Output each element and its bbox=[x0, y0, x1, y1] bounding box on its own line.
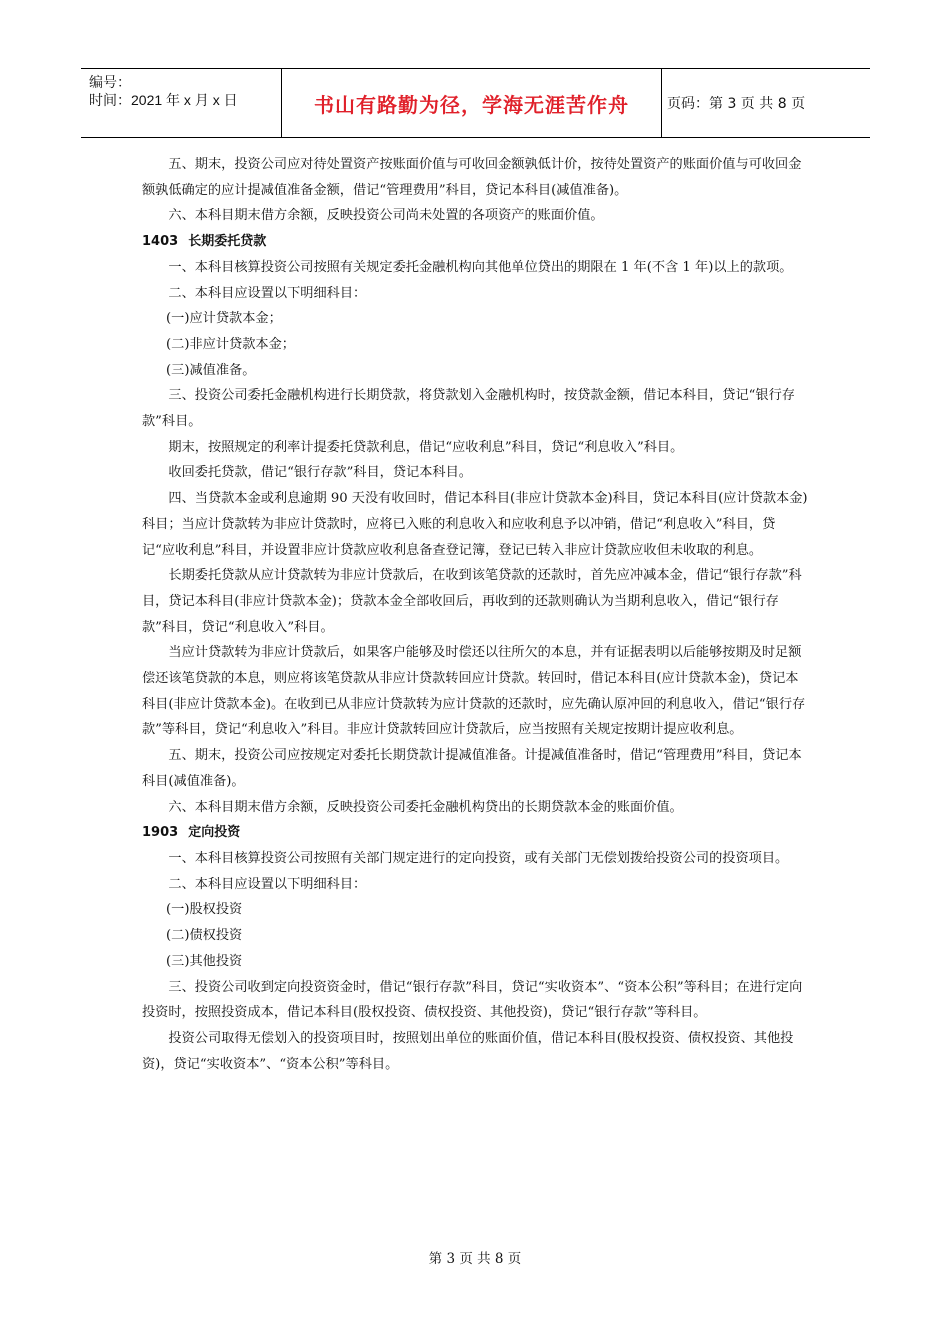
paragraph: 六、本科目期末借方余额，反映投资公司尚未处置的各项资产的账面价值。 bbox=[168, 208, 604, 224]
section-title: 长期委托贷款 bbox=[188, 234, 267, 250]
header-motto: 书山有路勤为径，学海无涯苦作舟 bbox=[314, 92, 629, 117]
paragraph: 期末，按照规定的利率计提委托贷款利息，借记“应收利息”科目，贷记“利息收入”科目。 bbox=[168, 439, 684, 455]
list-item: (三)减值准备。 bbox=[166, 362, 256, 378]
paragraph: 一、本科目核算投资公司按照有关部门规定进行的定向投资，或有关部门无偿划拨给投资公司的投资项目。 bbox=[168, 850, 789, 866]
section-heading-1903 bbox=[142, 820, 808, 846]
page-header bbox=[81, 68, 870, 138]
paragraph: 当应计贷款转为非应计贷款后，如果客户能够及时偿还以往所欠的本息，并有证据表明以后能够按期及时足额偿还该笔贷款的本息，则应将该笔贷款从非应计贷款转回应计贷款。转回时，借记本科目(应计贷款本金)，贷记本科目(非应计贷款本金)。在收到已从非应计贷款转为应计贷款的还款时，应先确认原冲回的利息收入，借记“银行存款”等科目，贷记“利息收入”科目。非应计贷款转回应计贷款后，应当按照有关规定按期计提应收利息。 bbox=[142, 645, 806, 738]
list-item: (二)非应计贷款本金； bbox=[166, 336, 295, 352]
document-time-label: 时间：2021 年 x 月 x 日 bbox=[89, 92, 238, 108]
paragraph: 二、本科目应设置以下明细科目： bbox=[168, 285, 367, 301]
paragraph: 长期委托贷款从应计贷款转为非应计贷款后，在收到该笔贷款的还款时，首先应冲减本金，借记“银行存款”科目，贷记本科目(非应计贷款本金)；贷款本金全部收回后，再收到的还款则确认为当期利息收入，借记“银行存款”科目，贷记“利息收入”科目。 bbox=[142, 568, 802, 635]
document-body bbox=[142, 152, 808, 1077]
paragraph: 五、期末，投资公司应对待处置资产按账面价值与可收回金额孰低计价，按待处置资产的账面价值与可收回金额孰低确定的应计提减值准备金额，借记“管理费用”科目，贷记本科目(减值准备)。 bbox=[142, 157, 802, 198]
paragraph: 投资公司取得无偿划入的投资项目时，按照划出单位的账面价值，借记本科目(股权投资、债权投资、其他投资)，贷记“实收资本”、“资本公积”等科目。 bbox=[142, 1030, 794, 1072]
paragraph: 六、本科目期末借方余额，反映投资公司委托金融机构贷出的长期贷款本金的账面价值。 bbox=[168, 799, 683, 815]
paragraph: 四、当贷款本金或利息逾期 90 天没有收回时，借记本科目(非应计贷款本金)科目，贷记本科目(应计贷款本金)科目；当应计贷款转为非应计贷款时，应将已入账的利息收入和应收利息予以冲销，借记“利息收入”科目，贷记“应收利息”科目，并设置非应计贷款应收利息备查登记簿，登记已转入非应计贷款应收但未收取的利息。 bbox=[142, 491, 808, 558]
section-code: 1403 bbox=[142, 234, 179, 250]
header-meta bbox=[81, 69, 281, 137]
section-title: 定向投资 bbox=[188, 825, 241, 841]
paragraph: 一、本科目核算投资公司按照有关规定委托金融机构向其他单位贷出的期限在 1 年(不含 1 年)以上的款项。 bbox=[168, 259, 793, 275]
paragraph: 三、投资公司收到定向投资资金时，借记“银行存款”科目，贷记“实收资本”、“资本公积”等科目；在进行定向投资时，按照投资成本，借记本科目(股权投资、债权投资、其他投资)，贷记“银行存款”等科目。 bbox=[142, 979, 803, 1021]
section-code: 1903 bbox=[142, 825, 179, 841]
section-heading-1403 bbox=[142, 229, 808, 255]
page-footer: 第 3 页 共 8 页 bbox=[428, 1251, 522, 1267]
list-item: (三)其他投资 bbox=[166, 953, 243, 969]
paragraph: 三、投资公司委托金融机构进行长期贷款，将贷款划入金融机构时，按贷款金额，借记本科目，贷记“银行存款”科目。 bbox=[142, 388, 795, 430]
paragraph: 二、本科目应设置以下明细科目： bbox=[168, 876, 367, 892]
list-item: (二)债权投资 bbox=[166, 928, 243, 944]
paragraph: 收回委托贷款，借记“银行存款”科目，贷记本科目。 bbox=[168, 465, 472, 481]
list-item: (一)股权投资 bbox=[166, 902, 243, 918]
document-number-label: 编号： bbox=[89, 74, 131, 90]
list-item: (一)应计贷款本金； bbox=[166, 311, 282, 327]
header-page-number: 页码：第 3 页 共 8 页 bbox=[667, 96, 806, 112]
header-motto-cell bbox=[281, 69, 662, 137]
paragraph: 五、期末，投资公司应按规定对委托长期贷款计提减值准备。计提减值准备时，借记“管理费用”科目，贷记本科目(减值准备)。 bbox=[142, 748, 802, 789]
